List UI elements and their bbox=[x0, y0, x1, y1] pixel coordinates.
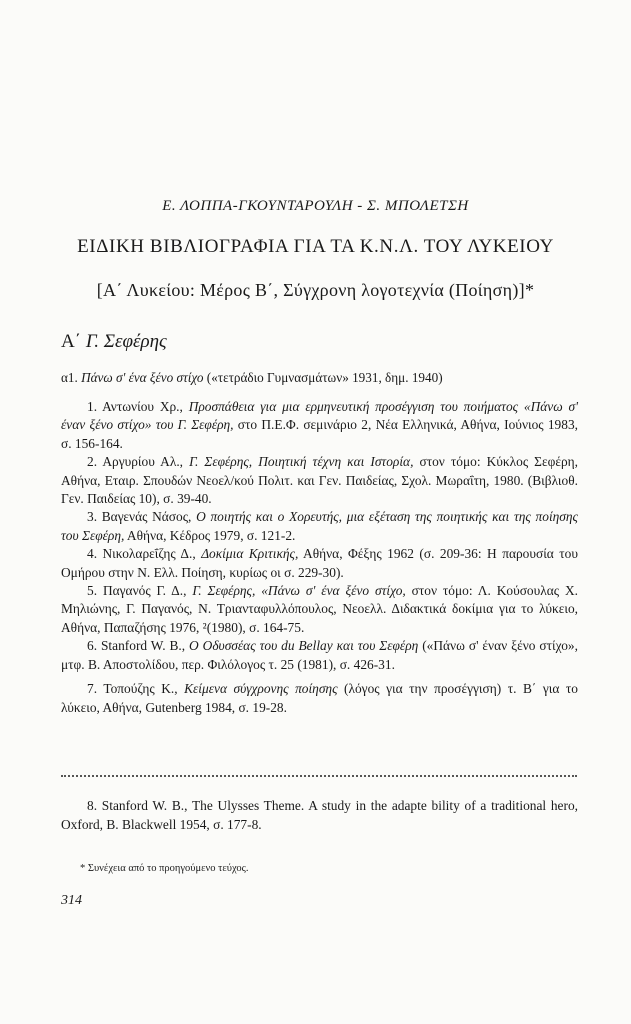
reference-item bbox=[61, 582, 578, 637]
reference-author: 1. Αντωνίου Χρ., bbox=[87, 399, 189, 414]
reference-title: Γ. Σεφέρης, Ποιητική τέχνη και Ιστορία, bbox=[189, 454, 414, 470]
reference-item bbox=[61, 453, 578, 508]
reference-author: 4. Νικολαρεΐζης Δ., bbox=[87, 546, 202, 562]
reference-details: στον τόμο: Κύκλος Σεφέρη, Αθήνα, Εταιρ. Σπουδών Νεοελ/κού Πολιτ. και Γεν. Παιδείας, Σχολ. Μωραΐτη, 1980. (Βιβλιοθ. Γεν. Παιδείας 10), σ. 39-40. bbox=[61, 454, 578, 507]
dotted-separator bbox=[61, 775, 577, 777]
reference-details: (λόγος για την προσέγγιση) τ. Β΄ για το λύκειο, Αθήνα, Gutenberg 1984, σ. 19-28. bbox=[61, 681, 578, 715]
reference-details: στον τόμο: Λ. Κούσουλας Χ. Μηλιώνης, Γ. Παγανός, Ν. Τριανταφυλλόπουλος, Νεοελλ. Διδακτικά δοκίμια για το λύκειο, Αθήνα, Παπαζήσης 1976, ²(1980), σ. 164-75. bbox=[61, 583, 578, 635]
reference-item bbox=[61, 637, 578, 674]
reference-author: 6. Stanford W. B., bbox=[87, 638, 190, 654]
reference-item bbox=[61, 398, 578, 453]
reference-details: Αθήνα, Κέδρος 1979, σ. 121-2. bbox=[124, 527, 296, 543]
section-heading bbox=[61, 331, 167, 353]
article-subtitle: [Α΄ Λυκείου: Μέρος Β΄, Σύγχρονη λογοτεχνία (Ποίηση)]* bbox=[96, 280, 535, 300]
reference-item bbox=[61, 545, 578, 582]
reference-item-8: 8. Stanford W. B., The Ulysses Theme. A study in the adapte bility of a traditional hero, Oxford, B. Blackwell 1954, σ. 177-8. bbox=[61, 798, 578, 832]
reference-list bbox=[61, 398, 578, 717]
reference-details: στο Π.Ε.Φ. σεμινάριο 2, Νέα Ελληνικά, Αθήνα, Ιούνιος 1983, σ. 156-164. bbox=[61, 417, 578, 451]
reference-title: Κείμενα σύγχρονης ποίησης bbox=[184, 681, 338, 697]
poem-title: Πάνω σ' ένα ξένο στίχο bbox=[81, 370, 204, 385]
reference-author: 7. Τοπούζης Κ., bbox=[87, 681, 185, 697]
reference-item bbox=[61, 508, 578, 545]
reference-title: Γ. Σεφέρης, «Πάνω σ' ένα ξένο στίχο, bbox=[192, 583, 406, 599]
reference-author: 3. Βαγενάς Νάσος, bbox=[87, 509, 197, 525]
reference-title: Ο ποιητής και ο Χορευτής, μια εξέταση της ποιητικής και της ποίησης του Σεφέρη, bbox=[61, 509, 578, 543]
section-poet: Γ. Σεφέρης bbox=[85, 331, 167, 352]
reference-title: Δοκίμια Κριτικής, bbox=[201, 546, 299, 562]
reference-item bbox=[61, 680, 578, 717]
reference-title: Ο Οδυσσέας του du Bellay και του Σεφέρη bbox=[189, 638, 419, 654]
reference-author: 5. Παγανός Γ. Δ., bbox=[87, 583, 193, 599]
reference-details: («Πάνω σ' έναν ξένο στίχο», μτφ. Β. Αποστολίδου, περ. Φιλόλογος τ. 25 (1981), σ. 426-31. bbox=[61, 638, 578, 672]
authors-line: Ε. ΛΟΠΠΑ-ΓΚΟΥΝΤΑΡΟΥΛΗ - Σ. ΜΠΟΛΕΤΣΗ bbox=[162, 198, 469, 214]
article-title: ΕΙΔΙΚΗ ΒΙΒΛΙΟΓΡΑΦΙΑ ΓΙΑ ΤΑ Κ.Ν.Λ. ΤΟΥ ΛΥΚΕΙΟΥ bbox=[77, 236, 554, 257]
reference-title: Προσπάθεια για μια ερμηνευτική προσέγγιση του ποιήματος «Πάνω σ' έναν ξένο στίχο» του Γ. Σεφέρη, bbox=[61, 399, 578, 433]
poem-entry-number: α1. bbox=[61, 370, 78, 385]
poem-entry bbox=[61, 370, 581, 386]
poem-entry-details: («τετράδιο Γυμνασμάτων» 1931, δημ. 1940) bbox=[206, 370, 443, 385]
reference-details: Αθήνα, Φέξης 1962 (σ. 209-36: Η παρουσία του Ομήρου στην Ν. Ελλ. Ποίηση, κυρίως οι σ. 229-30). bbox=[61, 546, 578, 580]
section-label: Α΄ bbox=[61, 331, 82, 352]
reference-author: 2. Αργυρίου Αλ., bbox=[87, 454, 190, 470]
page-number: 314 bbox=[61, 893, 82, 908]
footnote: * Συνέχεια από το προηγούμενο τεύχος. bbox=[80, 863, 249, 874]
